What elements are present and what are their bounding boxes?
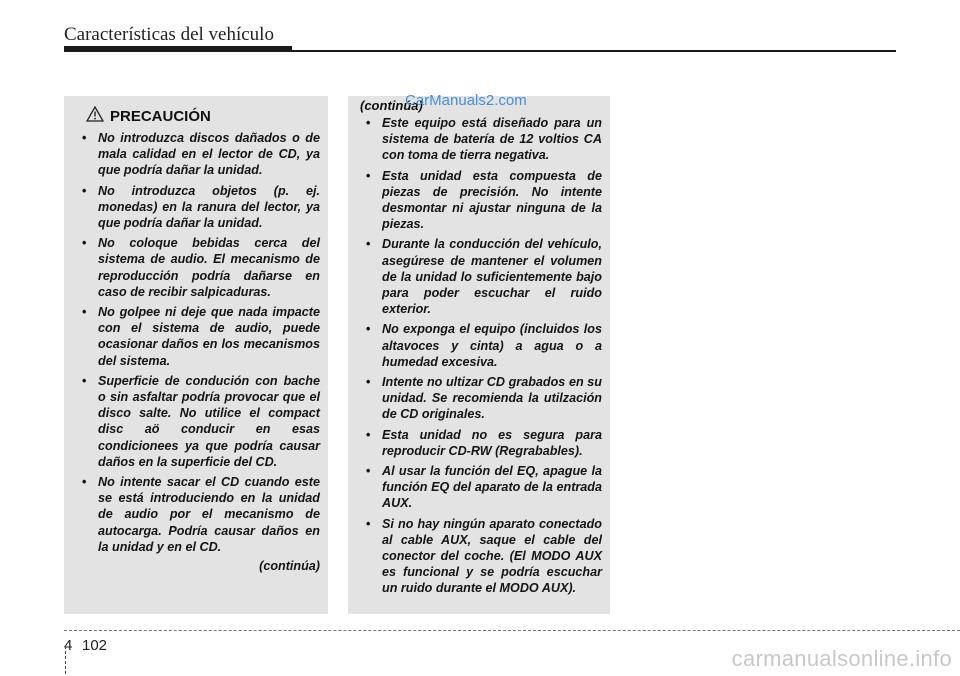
watermark-top: CarManuals2.com [405,92,527,109]
warning-triangle-icon [86,106,104,127]
list-item: • Este equipo está diseñado para un sistema de batería de 12 voltios CA con toma de tierra negativa. [360,115,602,164]
page-number: 102 [82,637,108,654]
footer-divider [65,646,66,674]
list-item: • Superficie de condución con bache o sin asfaltar podría provocar que el disco salte. No utilice el compact disc aö conducir en esas condicionees ya que podría causar daños en la superficie del CD. [76,373,320,470]
caution-panel [64,96,328,614]
caution-list [76,130,320,555]
footer-rule [64,630,960,631]
list-item: • No exponga el equipo (incluidos los altavoces y cinta) a agua o a humedad excesiva. [360,321,602,370]
list-item: • Esta unidad esta compuesta de piezas de precisión. No intente desmontar ni ajustar ninguna de la piezas. [360,168,602,233]
list-item: • Durante la conducción del vehículo, asegúrese de mantener el volumen de la unidad lo suficientemente bajo para poder escuchar el ruido exterior. [360,236,602,317]
list-item: • Al usar la función del EQ, apague la función EQ del aparato de la entrada AUX. [360,463,602,512]
caution-header [86,106,320,127]
continued-label: (continúa) [360,98,423,113]
watermark-bottom: carmanualsonline.info [731,646,952,671]
list-item: • Si no hay ningún aparato conectado al cable AUX, saque el cable del conector del coche. (El MODO AUX es funcional y se podría escuchar un ruido durante el MODO AUX). [360,516,602,597]
list-item: • No introduzca objetos (p. ej. monedas) en la ranura del lector, ya que podría dañar la unidad. [76,183,320,232]
list-item: • No golpee ni deje que nada impacte con el sistema de audio, puede ocasionar daños en los mecanismos del sistema. [76,304,320,369]
list-item: • No coloque bebidas cerca del sistema de audio. El mecanismo de reproducción podría dañarse en caso de recibir salpicaduras. [76,235,320,300]
list-item: • Esta unidad no es segura para reproducir CD-RW (Regrabables). [360,427,602,459]
header-rule [64,50,896,52]
list-item: • No intente sacar el CD cuando este se está introduciendo en la unidad de audio por el mecanismo de autocarga. Podría causar daños en la unidad y en el CD. [76,474,320,555]
section-number: 4 [64,637,73,654]
continues-label: (continúa) [259,559,320,574]
caution-list-continued [360,115,602,597]
page-header-title: Características del vehículo [64,24,274,45]
list-item: • Intente no ultizar CD grabados en su unidad. Se recomienda la utilzación de CD originales. [360,374,602,423]
list-item: • No introduzca discos dañados o de mala calidad en el lector de CD, ya que podría dañar la unidad. [76,130,320,179]
caution-panel-continued [348,96,610,614]
caution-title: PRECAUCIÓN [110,108,211,125]
